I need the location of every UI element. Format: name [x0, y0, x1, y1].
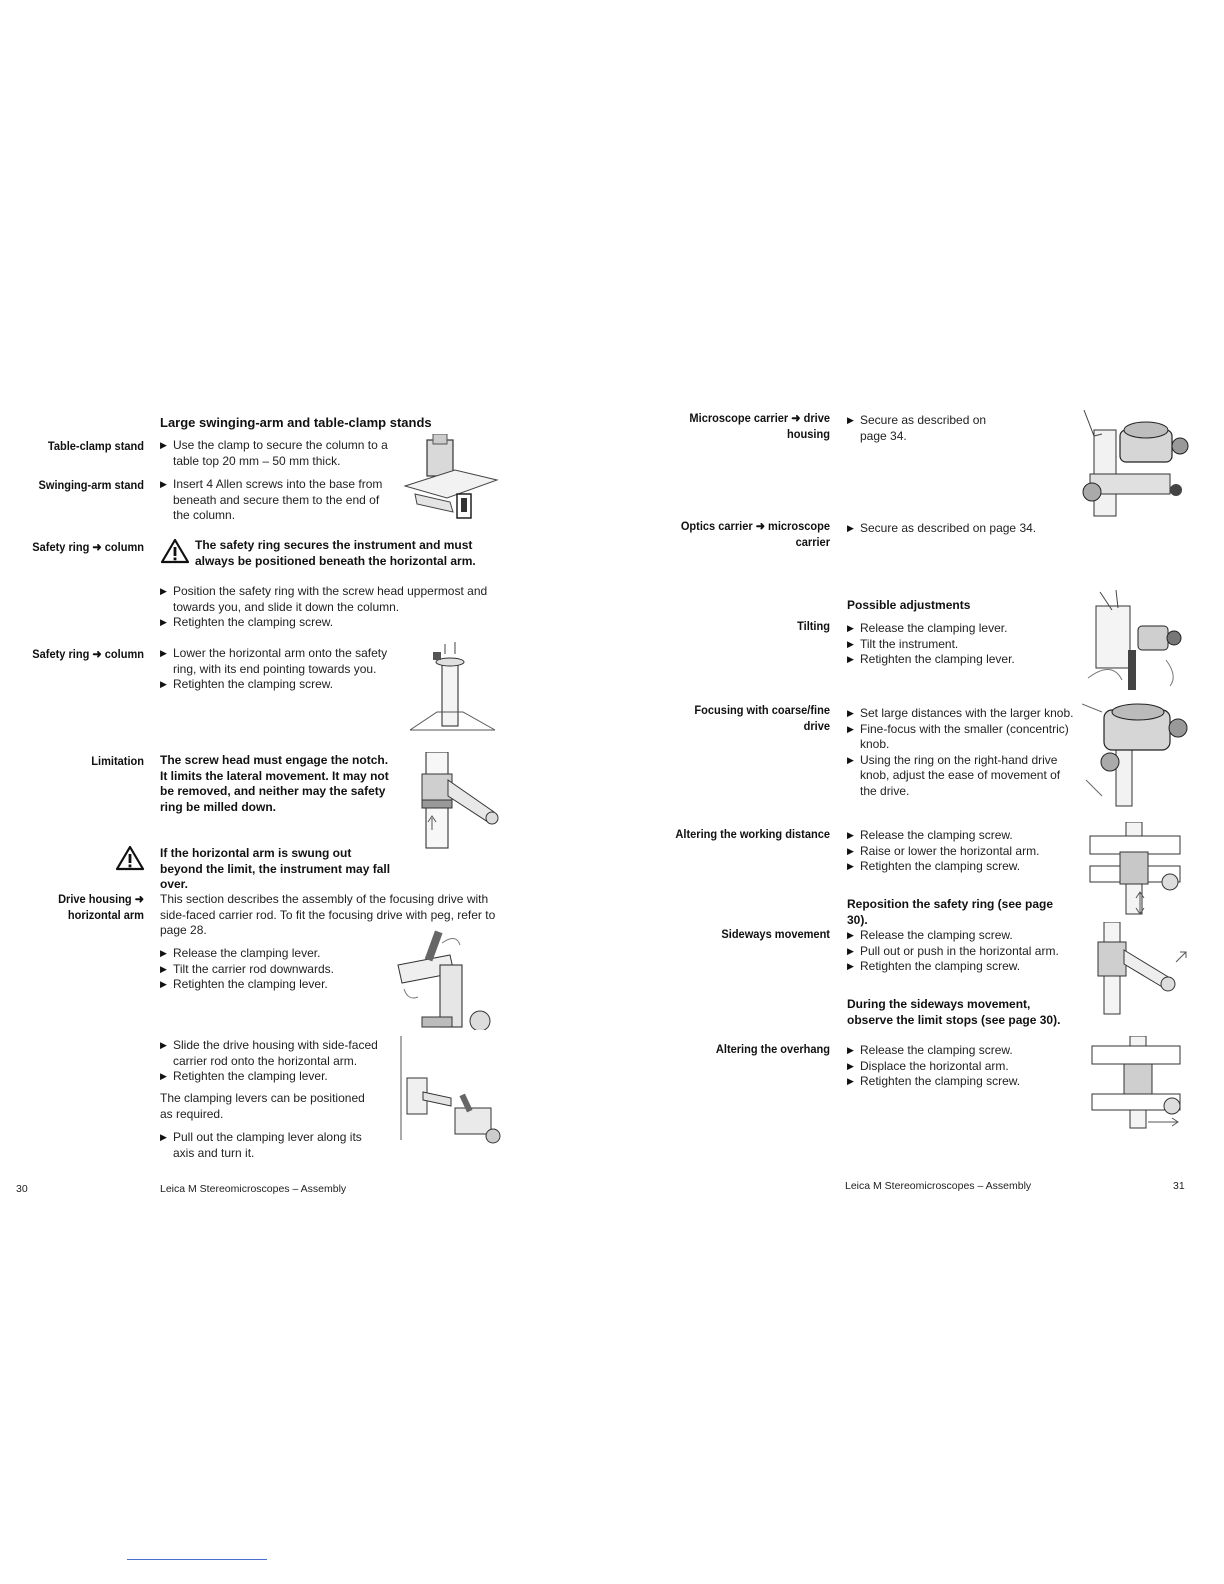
- overhang-illustration: [1088, 1036, 1188, 1132]
- step-item: ▶ Retighten the clamping screw.: [160, 677, 395, 693]
- warning-icon: [115, 845, 145, 876]
- page-number: 30: [16, 1183, 28, 1195]
- clamping-lever-note: The clamping levers can be positioned as required.: [160, 1091, 365, 1121]
- step-item: ▶ Retighten the clamping screw.: [160, 615, 500, 631]
- tilting-steps: [847, 621, 1077, 668]
- sideways-illustration: [1090, 922, 1190, 1018]
- table-clamp-step: [160, 438, 392, 469]
- drive-housing-illustration: [393, 1036, 505, 1146]
- sideways-note: During the sideways movement, observe the limit stops (see page 30).: [847, 997, 1061, 1027]
- step-item: ▶ Release the clamping screw.: [847, 1043, 1077, 1059]
- step-item: ▶ Displace the horizontal arm.: [847, 1059, 1077, 1075]
- fall-over-warning: If the horizontal arm is swung out beyond the limit, the instrument may fall over.: [160, 846, 391, 891]
- step-item: ▶ Release the clamping screw.: [847, 828, 1077, 844]
- limitation-text: The screw head must engage the notch. It limits the lateral movement. It may not be removed, and neither may the safety ring be milled down.: [160, 753, 389, 814]
- step-item: ▶ Retighten the clamping screw.: [847, 859, 1077, 875]
- step-item: ▶ Retighten the clamping screw.: [847, 1074, 1077, 1090]
- working-distance-note: Reposition the safety ring (see page 30).: [847, 897, 1054, 927]
- label-swinging-arm-stand: Swinging-arm stand: [38, 478, 144, 492]
- sideways-steps: [847, 928, 1077, 975]
- step-item: ▶ Insert 4 Allen screws into the base from beneath and secure them to the end of the column.: [160, 477, 392, 524]
- footer-title: Leica M Stereomicroscopes – Assembly: [160, 1183, 347, 1195]
- label-table-clamp-stand: Table-clamp stand: [47, 439, 144, 453]
- step-item: ▶ Retighten the clamping lever.: [160, 977, 390, 993]
- safety-ring-illustration: [405, 642, 500, 737]
- label-drive-housing: Drive housing ➜ horizontal arm: [58, 892, 144, 922]
- adjustments-heading: Possible adjustments: [847, 598, 971, 612]
- microscope-carrier-step: [847, 413, 987, 444]
- step-item: ▶ Retighten the clamping lever.: [160, 1069, 390, 1085]
- section-heading: Large swinging-arm and table-clamp stands: [160, 415, 432, 430]
- footer-title: Leica M Stereomicroscopes – Assembly: [845, 1180, 1032, 1192]
- step-item: ▶ Release the clamping screw.: [847, 928, 1077, 944]
- step-item: ▶ Use the clamp to secure the column to a table top 20 mm – 50 mm thick.: [160, 438, 392, 469]
- step-item: ▶ Secure as described on page 34.: [847, 413, 987, 444]
- drive-housing-intro: This section describes the assembly of the focusing drive with side-faced carrier rod. To fit the focusing drive with peg, refer to page 28.: [160, 892, 496, 937]
- step-item: ▶ Position the safety ring with the screw head uppermost and towards you, and slide it down the column.: [160, 584, 500, 615]
- microscope-carrier-illustration: [1080, 410, 1192, 520]
- label-microscope-carrier: Microscope carrier ➜ drive housing: [689, 411, 830, 441]
- label-focusing: Focusing with coarse/fine drive: [694, 703, 830, 733]
- step-item: ▶ Set large distances with the larger knob.: [847, 706, 1077, 722]
- label-working-distance: Altering the working distance: [675, 827, 830, 841]
- step-item: ▶ Secure as described on page 34.: [847, 521, 1077, 537]
- step-item: ▶ Fine-focus with the smaller (concentric) knob.: [847, 722, 1077, 753]
- working-distance-steps: [847, 828, 1077, 875]
- label-limitation: Limitation: [91, 754, 144, 768]
- step-item: ▶ Retighten the clamping lever.: [847, 652, 1077, 668]
- focusing-steps: [847, 706, 1077, 799]
- label-safety-ring-column-2: Safety ring ➜ column: [32, 647, 145, 661]
- optics-carrier-step: [847, 521, 1077, 537]
- working-distance-illustration: [1086, 822, 1186, 918]
- step-item: ▶ Pull out the clamping lever along its axis and turn it.: [160, 1130, 380, 1161]
- link-underline: [127, 1559, 267, 1560]
- focusing-drive-illustration: [1082, 700, 1192, 808]
- label-tilting: Tilting: [797, 619, 830, 633]
- step-item: ▶ Slide the drive housing with side-faced carrier rod onto the horizontal arm.: [160, 1038, 390, 1069]
- drive-housing-steps-c: [160, 1130, 380, 1161]
- step-item: ▶ Tilt the carrier rod downwards.: [160, 962, 390, 978]
- step-item: ▶ Release the clamping lever.: [160, 946, 390, 962]
- step-item: ▶ Raise or lower the horizontal arm.: [847, 844, 1077, 860]
- label-sideways-movement: Sideways movement: [721, 927, 830, 941]
- step-item: ▶ Pull out or push in the horizontal arm.: [847, 944, 1077, 960]
- step-item: ▶ Tilt the instrument.: [847, 637, 1077, 653]
- step-item: ▶ Using the ring on the right-hand drive knob, adjust the ease of movement of the drive.: [847, 753, 1077, 800]
- step-item: ▶ Retighten the clamping screw.: [847, 959, 1077, 975]
- carrier-rod-illustration: [390, 925, 500, 1030]
- drive-housing-steps-b: [160, 1038, 390, 1085]
- safety-ring-2-steps: [160, 646, 395, 693]
- tilting-illustration: [1082, 590, 1192, 695]
- label-optics-carrier: Optics carrier ➜ microscope carrier: [680, 519, 830, 549]
- step-item: ▶ Release the clamping lever.: [847, 621, 1077, 637]
- table-clamp-illustration: [395, 434, 505, 524]
- page-number: 31: [1173, 1180, 1185, 1192]
- swinging-arm-step: [160, 477, 392, 524]
- step-item: ▶ Lower the horizontal arm onto the safety ring, with its end pointing towards you.: [160, 646, 395, 677]
- drive-housing-steps-a: [160, 946, 390, 993]
- overhang-steps: [847, 1043, 1077, 1090]
- safety-ring-steps: [160, 584, 500, 631]
- label-safety-ring-column: Safety ring ➜ column: [32, 540, 145, 554]
- label-overhang: Altering the overhang: [715, 1042, 830, 1056]
- limit-notch-illustration: [408, 752, 503, 852]
- warning-icon: [160, 538, 190, 569]
- safety-ring-warning: The safety ring secures the instrument and must always be positioned beneath the horizontal arm.: [195, 538, 476, 568]
